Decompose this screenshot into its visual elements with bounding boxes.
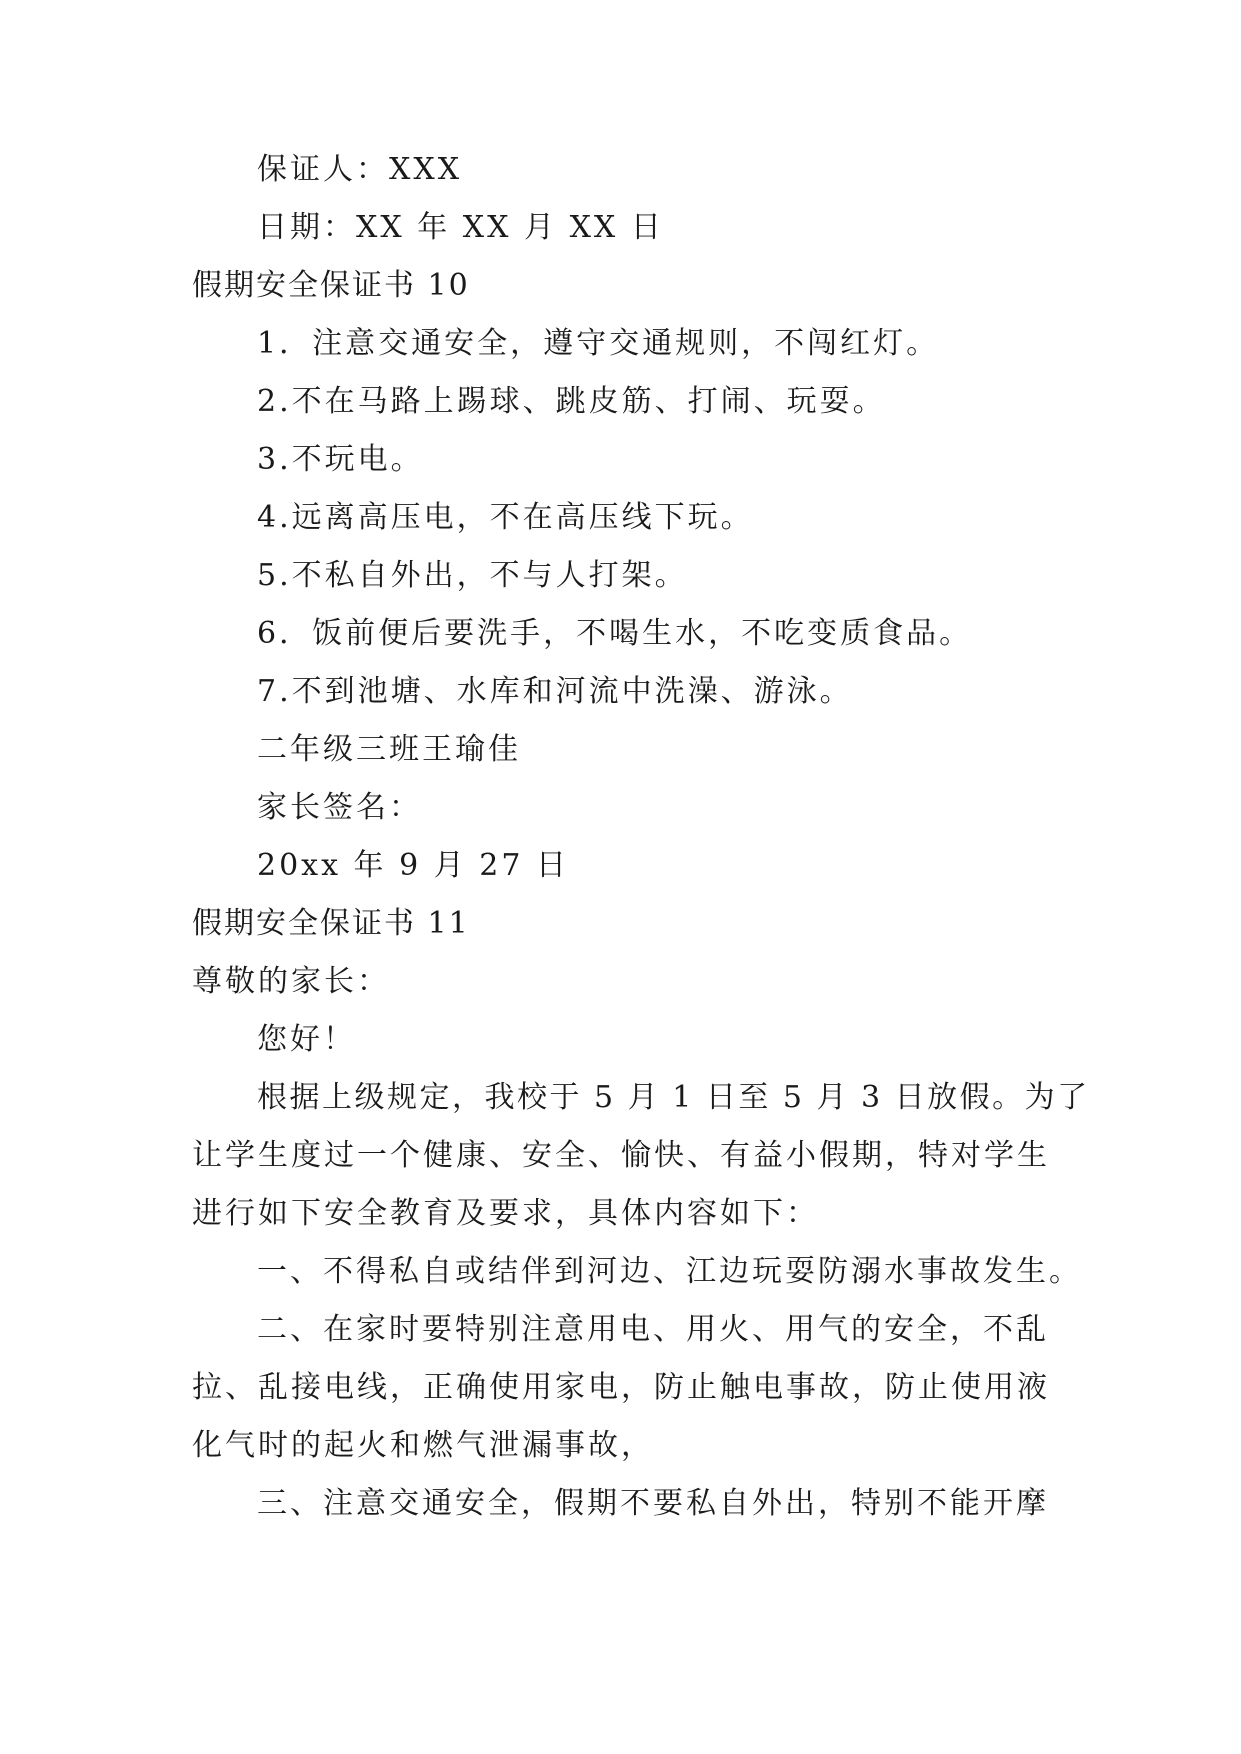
body-paragraph-line: 三、注意交通安全，假期不要私自外出，特别不能开摩 xyxy=(257,1486,1049,1521)
salutation: 尊敬的家长： xyxy=(192,964,390,999)
rule-item: 6．饭前便后要洗手，不喝生水，不吃变质食品。 xyxy=(257,616,973,651)
body-paragraph-line: 让学生度过一个健康、安全、愉快、有益小假期，特对学生 xyxy=(192,1138,1050,1173)
rule-item: 5.不私自外出，不与人打架。 xyxy=(257,558,688,593)
body-paragraph-line: 化气时的起火和燃气泄漏事故， xyxy=(192,1428,654,1463)
signing-date: 20xx 年 9 月 27 日 xyxy=(257,848,569,883)
body-paragraph-line: 根据上级规定，我校于 5 月 1 日至 5 月 3 日放假。为了 xyxy=(257,1080,1090,1115)
rule-item: 1．注意交通安全，遵守交通规则，不闯红灯。 xyxy=(257,326,940,361)
guarantor-line: 保证人：XXX xyxy=(257,152,463,187)
rule-item: 7.不到池塘、水库和河流中洗澡、游泳。 xyxy=(257,674,853,709)
rule-item: 4.远离高压电，不在高压线下玩。 xyxy=(257,500,754,535)
greeting: 您好！ xyxy=(257,1022,356,1057)
body-paragraph-line: 二、在家时要特别注意用电、用火、用气的安全，不乱 xyxy=(257,1312,1049,1347)
rule-item: 2.不在马路上踢球、跳皮筋、打闹、玩耍。 xyxy=(257,384,886,419)
body-paragraph-line: 拉、乱接电线，正确使用家电，防止触电事故，防止使用液 xyxy=(192,1370,1050,1405)
parent-signature: 家长签名： xyxy=(257,790,422,825)
section-title-11: 假期安全保证书 11 xyxy=(192,906,470,941)
date-line: 日期：XX 年 XX 月 XX 日 xyxy=(257,210,664,245)
rule-item: 3.不玩电。 xyxy=(257,442,424,477)
body-paragraph-line: 一、不得私自或结伴到河边、江边玩耍防溺水事故发生。 xyxy=(257,1254,1082,1289)
section-title-10: 假期安全保证书 10 xyxy=(192,268,470,303)
body-paragraph-line: 进行如下安全教育及要求，具体内容如下： xyxy=(192,1196,819,1231)
student-name: 二年级三班王瑜佳 xyxy=(257,732,521,767)
